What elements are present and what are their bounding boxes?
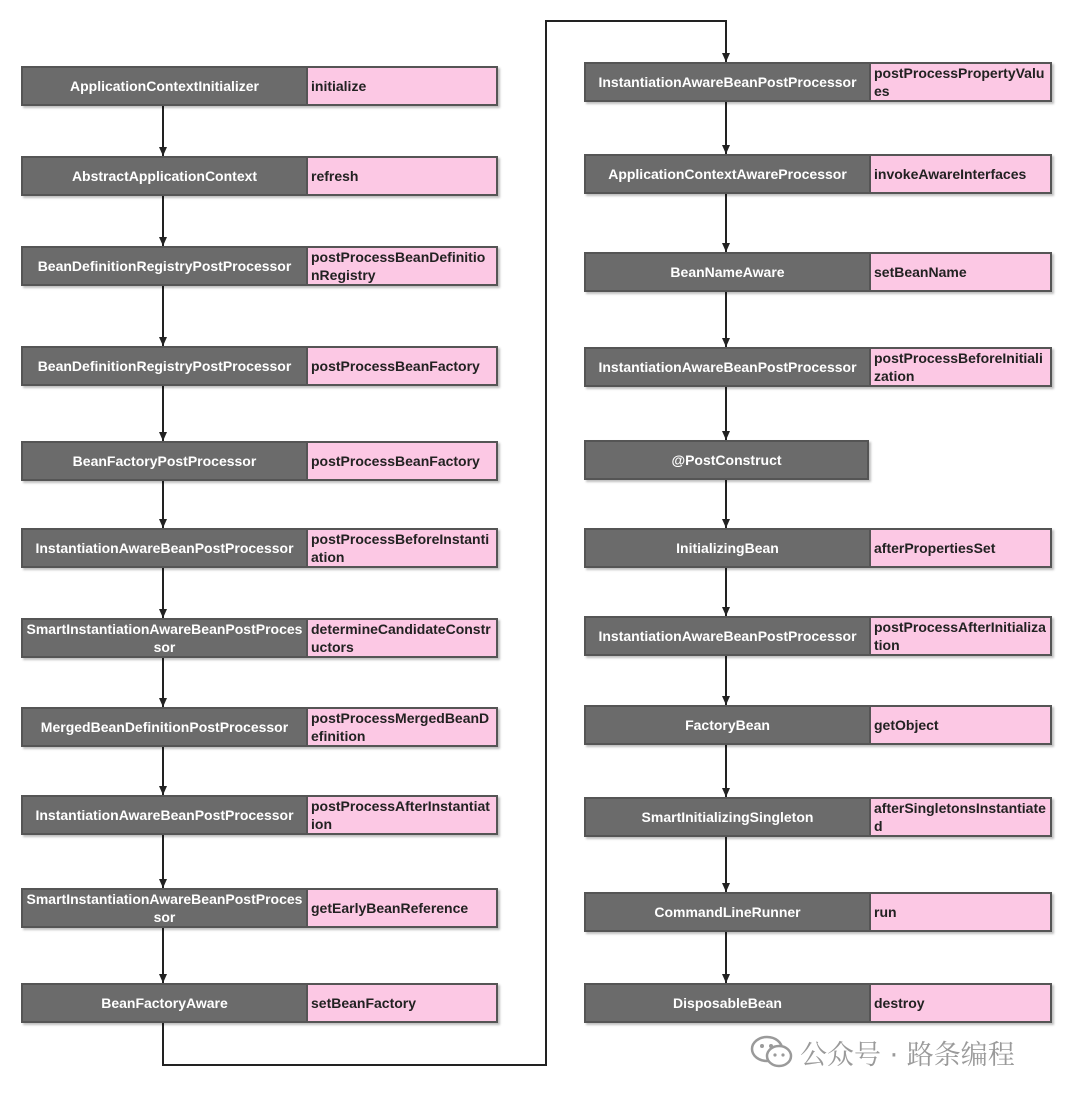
flow-step xyxy=(584,62,1052,102)
class-name-box: InstantiationAwareBeanPostProcessor xyxy=(23,797,306,833)
method-name-box: getObject xyxy=(869,707,1050,743)
method-name-box: postProcessBeanDefinitionRegistry xyxy=(306,248,496,284)
flow-step xyxy=(584,440,869,480)
method-name-box: postProcessAfterInstantiation xyxy=(306,797,496,833)
method-name-box: refresh xyxy=(306,158,496,194)
flow-step xyxy=(21,983,498,1023)
method-name-box: afterPropertiesSet xyxy=(869,530,1050,566)
flow-step xyxy=(21,156,498,196)
class-name-box: BeanNameAware xyxy=(586,254,869,290)
flow-step xyxy=(584,528,1052,568)
class-name-box: SmartInstantiationAwareBeanPostProcessor xyxy=(23,890,306,926)
class-name-box: InstantiationAwareBeanPostProcessor xyxy=(586,349,869,385)
flow-step xyxy=(21,618,498,658)
method-name-box: determineCandidateConstructors xyxy=(306,620,496,656)
class-name-box: DisposableBean xyxy=(586,985,869,1021)
class-name-box: BeanDefinitionRegistryPostProcessor xyxy=(23,348,306,384)
flow-step xyxy=(584,797,1052,837)
class-name-box: BeanDefinitionRegistryPostProcessor xyxy=(23,248,306,284)
class-name-box: InitializingBean xyxy=(586,530,869,566)
class-name-box: BeanFactoryPostProcessor xyxy=(23,443,306,479)
method-name-box: postProcessPropertyValues xyxy=(869,64,1050,100)
flow-step xyxy=(21,528,498,568)
flow-step xyxy=(584,347,1052,387)
method-name-box: afterSingletonsInstantiated xyxy=(869,799,1050,835)
class-name-box: SmartInitializingSingleton xyxy=(586,799,869,835)
flow-step xyxy=(584,705,1052,745)
flow-step xyxy=(21,246,498,286)
flow-step xyxy=(21,888,498,928)
class-name-box: BeanFactoryAware xyxy=(23,985,306,1021)
flow-step xyxy=(21,441,498,481)
method-name-box: postProcessAfterInitialization xyxy=(869,618,1050,654)
method-name-box: postProcessBeanFactory xyxy=(306,348,496,384)
method-name-box: postProcessMergedBeanDefinition xyxy=(306,709,496,745)
method-name-box: setBeanFactory xyxy=(306,985,496,1021)
flow-step xyxy=(584,154,1052,194)
flow-step xyxy=(21,707,498,747)
method-name-box: invokeAwareInterfaces xyxy=(869,156,1050,192)
method-name-box: initialize xyxy=(306,68,496,104)
class-name-box: SmartInstantiationAwareBeanPostProcessor xyxy=(23,620,306,656)
method-name-box: getEarlyBeanReference xyxy=(306,890,496,926)
method-name-box: setBeanName xyxy=(869,254,1050,290)
method-name-box: destroy xyxy=(869,985,1050,1021)
flow-step xyxy=(21,346,498,386)
class-name-box: ApplicationContextAwareProcessor xyxy=(586,156,869,192)
wechat-icon xyxy=(750,1034,794,1070)
flow-step xyxy=(584,983,1052,1023)
class-name-box: FactoryBean xyxy=(586,707,869,743)
flow-step xyxy=(21,795,498,835)
method-name-box: postProcessBeforeInitialization xyxy=(869,349,1050,385)
flow-step xyxy=(584,252,1052,292)
method-name-box: run xyxy=(869,894,1050,930)
class-name-box: AbstractApplicationContext xyxy=(23,158,306,194)
class-name-box: InstantiationAwareBeanPostProcessor xyxy=(586,618,869,654)
class-name-box: CommandLineRunner xyxy=(586,894,869,930)
watermark-text: 公众号 · 路条编程 xyxy=(800,1039,1015,1071)
class-name-box: @PostConstruct xyxy=(586,442,867,478)
class-name-box: MergedBeanDefinitionPostProcessor xyxy=(23,709,306,745)
class-name-box: InstantiationAwareBeanPostProcessor xyxy=(586,64,869,100)
method-name-box: postProcessBeforeInstantiation xyxy=(306,530,496,566)
flow-step xyxy=(584,616,1052,656)
watermark xyxy=(750,1032,1015,1072)
class-name-box: ApplicationContextInitializer xyxy=(23,68,306,104)
class-name-box: InstantiationAwareBeanPostProcessor xyxy=(23,530,306,566)
flow-step xyxy=(584,892,1052,932)
flow-step xyxy=(21,66,498,106)
method-name-box: postProcessBeanFactory xyxy=(306,443,496,479)
